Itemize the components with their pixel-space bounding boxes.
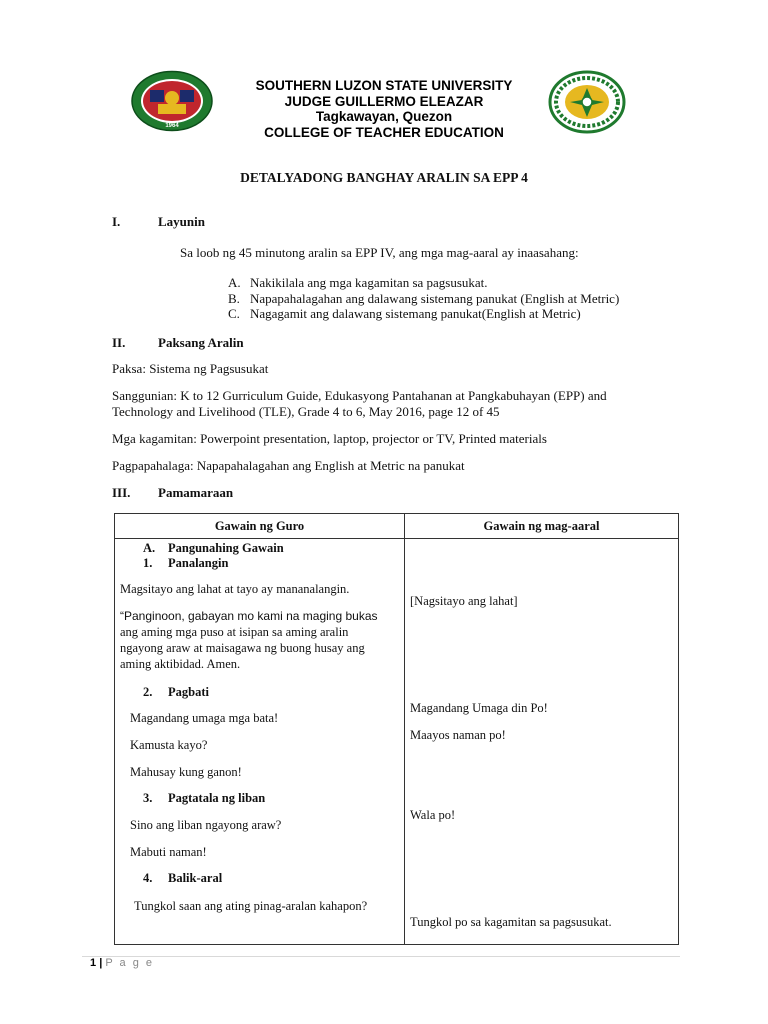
objective-item	[228, 291, 619, 307]
objective-text: Napapahalagahan ang dalawang sistemang panukat (English at Metric)	[250, 291, 620, 306]
teacher-line: Sino ang liban ngayong araw?	[130, 818, 282, 832]
guro-cell	[115, 539, 405, 945]
seal-year-text: 1964	[165, 123, 179, 129]
teacher-line: Tungkol saan ang ating pinag-aralan kahapon?	[134, 899, 368, 913]
table-header-row	[115, 514, 679, 539]
page-number: 1	[90, 957, 97, 969]
item-title: Balik-aral	[168, 871, 223, 885]
campus-name: JUDGE GUILLERMO ELEAZAR	[284, 93, 484, 109]
page-footer	[90, 957, 154, 969]
item-title: Panalangin	[168, 556, 229, 570]
document-title: DETALYADONG BANGHAY ARALIN SA EPP 4	[240, 170, 528, 185]
prayer-line: “Panginoon, gabayan mo kami na maging bukas	[120, 609, 378, 623]
university-name: SOUTHERN LUZON STATE UNIVERSITY	[255, 78, 513, 93]
mag-aaral-cell	[405, 539, 679, 945]
campus-location: Tagkawayan, Quezon	[315, 109, 453, 124]
header-gawain-guro: Gawain ng Guro	[115, 514, 405, 539]
teacher-line: Mabuti naman!	[130, 845, 207, 859]
objective-item	[228, 275, 488, 291]
lesson-procedure-table	[114, 513, 679, 945]
header-gawain-mag-aaral: Gawain ng mag-aaral	[405, 514, 679, 539]
sanggunian-line-1: Sanggunian: K to 12 Gurriculum Guide, Edukasyong Pantahanan at Pangkabuhayan (EPP) and	[112, 388, 607, 403]
objective-letter: A.	[228, 275, 241, 290]
item-number: 3.	[143, 791, 153, 805]
objective-text: Nagagamit ang dalawang sistemang panukat(English at Metric)	[250, 306, 581, 321]
student-line: Magandang Umaga din Po!	[410, 701, 548, 715]
teacher-line: Mahusay kung ganon!	[130, 765, 242, 779]
page-word: P a g e	[105, 957, 154, 969]
section-number: III.	[112, 485, 131, 500]
institution-header	[200, 78, 568, 140]
item-title: Pagbati	[168, 685, 209, 699]
item-letter: A.	[143, 541, 156, 555]
objective-item	[228, 306, 581, 322]
table-row	[115, 539, 679, 945]
sanggunian-line-2: Technology and Livelihood (TLE), Grade 4 to 6, May 2016, page 12 of 45	[112, 404, 500, 419]
student-line: Maayos naman po!	[410, 728, 506, 742]
student-line: Tungkol po sa kagamitan sa pagsusukat.	[410, 915, 612, 929]
student-line: [Nagsitayo ang lahat]	[410, 594, 518, 608]
footer-divider	[82, 956, 680, 957]
teacher-line: Magandang umaga mga bata!	[130, 711, 279, 725]
pagpapahalaga-text: Pagpapahalaga: Napapahalagahan ang English at Metric na panukat	[112, 458, 465, 473]
teacher-line: Kamusta kayo?	[130, 738, 208, 752]
item-number: 4.	[143, 871, 153, 885]
prayer-line: aming aktibidad. Amen.	[120, 657, 241, 671]
item-number: 2.	[143, 685, 153, 699]
objective-letter: B.	[228, 291, 240, 306]
objectives-intro: Sa loob ng 45 minutong aralin sa EPP IV, ang mga mag-aaral ay inaasahang:	[180, 245, 579, 260]
prayer-line: ngayong araw at maisagawa ng buong husay ang	[120, 641, 365, 655]
item-title: Pangunahing Gawain	[168, 541, 284, 555]
item-title: Pagtatala ng liban	[168, 791, 266, 805]
section-number: II.	[112, 335, 126, 350]
section-label: Paksang Aralin	[158, 335, 244, 350]
college-name: COLLEGE OF TEACHER EDUCATION	[264, 124, 504, 140]
student-line: Wala po!	[410, 808, 456, 822]
section-label: Pamamaraan	[158, 485, 234, 500]
section-number: I.	[112, 214, 121, 229]
objective-text: Nakikilala ang mga kagamitan sa pagsusukat.	[250, 275, 488, 290]
teacher-line: Magsitayo ang lahat at tayo ay mananalangin.	[120, 582, 350, 596]
paksa-text: Paksa: Sistema ng Pagsusukat	[112, 361, 269, 376]
prayer-line: ang aming mga puso at isipan sa aming aralin	[120, 625, 349, 639]
page-separator: |	[99, 957, 103, 969]
objective-letter: C.	[228, 306, 240, 321]
kagamitan-text: Mga kagamitan: Powerpoint presentation, laptop, projector or TV, Printed materials	[112, 431, 547, 446]
item-number: 1.	[143, 556, 153, 570]
section-label: Layunin	[158, 214, 205, 229]
